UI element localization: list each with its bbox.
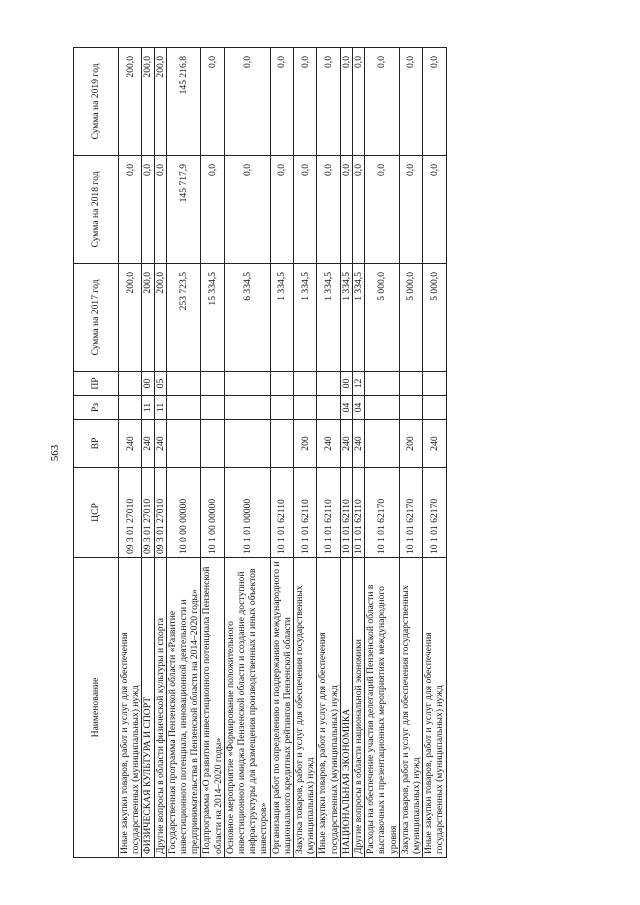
cell-rz: 11 <box>154 396 166 420</box>
table-row <box>294 48 317 858</box>
cell-sum-2018: 0,0 <box>224 156 270 264</box>
cell-sum-2017: 1 334,5 <box>340 264 352 372</box>
cell-pr <box>423 372 446 396</box>
cell-pr <box>201 372 224 396</box>
cell-sum-2017: 5 000,0 <box>365 264 400 372</box>
cell-pr <box>270 372 293 396</box>
cell-vr <box>201 420 224 468</box>
cell-sum-2018: 0,0 <box>142 156 154 264</box>
cell-vr: 240 <box>142 420 154 468</box>
table-row <box>201 48 224 858</box>
cell-pr: 00 <box>340 372 352 396</box>
cell-rz <box>224 396 270 420</box>
header-pr: ПР <box>74 372 119 396</box>
cell-name: Другие вопросы в области национальной экономики <box>353 558 365 858</box>
cell-pr <box>119 372 142 396</box>
header-sum-2017: Сумма на 2017 год <box>74 264 119 372</box>
table-row <box>166 48 201 858</box>
cell-name: Иные закупки товаров, работ и услуг для обеспечения государственных (муниципальных) нужд <box>317 558 340 858</box>
cell-sum-2017: 200,0 <box>119 264 142 372</box>
cell-sum-2019: 0,0 <box>353 48 365 156</box>
cell-sum-2017: 15 334,5 <box>201 264 224 372</box>
cell-sum-2019: 0,0 <box>201 48 224 156</box>
cell-sum-2019: 200,0 <box>142 48 154 156</box>
cell-sum-2019: 0,0 <box>399 48 422 156</box>
header-rz: Рз <box>74 396 119 420</box>
cell-name: Иные закупки товаров, работ и услуг для обеспечения государственных (муниципальных) нужд <box>119 558 142 858</box>
cell-sum-2019: 0,0 <box>340 48 352 156</box>
cell-vr <box>270 420 293 468</box>
cell-sum-2017: 5 000,0 <box>423 264 446 372</box>
cell-pr <box>224 372 270 396</box>
cell-sum-2017: 1 334,5 <box>317 264 340 372</box>
table-header-row <box>74 48 119 858</box>
cell-name: Закупка товаров, работ и услуг для обеспечения государственных (муниципальных) нужд <box>399 558 422 858</box>
cell-csr: 10 1 01 00000 <box>224 468 270 558</box>
cell-sum-2019: 200,0 <box>119 48 142 156</box>
cell-vr: 240 <box>119 420 142 468</box>
cell-vr: 200 <box>399 420 422 468</box>
cell-sum-2017: 1 334,5 <box>270 264 293 372</box>
cell-csr: 09 3 01 27010 <box>119 468 142 558</box>
cell-pr <box>399 372 422 396</box>
cell-sum-2019: 0,0 <box>270 48 293 156</box>
rotated-page <box>51 48 589 858</box>
cell-rz <box>317 396 340 420</box>
table-row <box>353 48 365 858</box>
cell-name: Организация работ по определению и поддержанию международного и национального кредитных рейтингов Пензенской области <box>270 558 293 858</box>
cell-name: Другие вопросы в области физической культуры и спорта <box>154 558 166 858</box>
header-sum-2019: Сумма на 2019 год <box>74 48 119 156</box>
cell-vr: 240 <box>154 420 166 468</box>
cell-rz: 04 <box>340 396 352 420</box>
cell-csr: 10 1 01 62110 <box>294 468 317 558</box>
cell-sum-2018: 0,0 <box>201 156 224 264</box>
cell-rz <box>166 396 201 420</box>
cell-pr: 05 <box>154 372 166 396</box>
table-row <box>340 48 352 858</box>
cell-sum-2017: 1 334,5 <box>294 264 317 372</box>
cell-rz: 04 <box>353 396 365 420</box>
cell-name: НАЦИОНАЛЬНАЯ ЭКОНОМИКА <box>340 558 352 858</box>
cell-name: ФИЗИЧЕСКАЯ КУЛЬТУРА И СПОРТ <box>142 558 154 858</box>
cell-rz <box>423 396 446 420</box>
cell-sum-2018: 0,0 <box>399 156 422 264</box>
cell-csr: 10 1 00 00000 <box>201 468 224 558</box>
cell-sum-2018: 0,0 <box>119 156 142 264</box>
cell-sum-2017: 6 334,5 <box>224 264 270 372</box>
header-sum-2018: Сумма на 2018 год <box>74 156 119 264</box>
cell-csr: 10 1 01 62110 <box>353 468 365 558</box>
cell-csr: 10 1 01 62170 <box>399 468 422 558</box>
table-row <box>317 48 340 858</box>
cell-pr <box>166 372 201 396</box>
cell-sum-2017: 1 334,5 <box>353 264 365 372</box>
cell-vr: 240 <box>340 420 352 468</box>
cell-vr: 240 <box>317 420 340 468</box>
cell-name: Расходы на обеспечение участия делегаций Пензенской области в выставочных и презентационных мероприятиях международного уровня <box>365 558 400 858</box>
cell-vr: 200 <box>294 420 317 468</box>
cell-pr <box>365 372 400 396</box>
cell-pr <box>317 372 340 396</box>
cell-sum-2019: 0,0 <box>224 48 270 156</box>
cell-vr <box>224 420 270 468</box>
cell-name: Основное мероприятие «Формирование положительного инвестиционного имиджа Пензенской области и создание доступной инфраструктуры для размещения производственных и иных объектов инвесторов» <box>224 558 270 858</box>
table-row <box>365 48 400 858</box>
cell-vr: 240 <box>423 420 446 468</box>
cell-csr: 10 1 01 62110 <box>340 468 352 558</box>
table-row <box>224 48 270 858</box>
cell-sum-2019: 0,0 <box>317 48 340 156</box>
cell-sum-2018: 145 717,9 <box>166 156 201 264</box>
cell-csr: 10 1 01 62110 <box>317 468 340 558</box>
cell-rz <box>201 396 224 420</box>
cell-pr <box>294 372 317 396</box>
cell-rz <box>119 396 142 420</box>
cell-sum-2018: 0,0 <box>154 156 166 264</box>
cell-csr: 09 3 01 27010 <box>154 468 166 558</box>
table-row <box>270 48 293 858</box>
cell-rz <box>365 396 400 420</box>
cell-sum-2018: 0,0 <box>317 156 340 264</box>
cell-name: Государственная программа Пензенской области «Развитие инвестиционного потенциала, инновационной деятельности и предпринимательства в Пензенской области на 2014–2020 годы» <box>166 558 201 858</box>
cell-vr <box>166 420 201 468</box>
cell-sum-2019: 0,0 <box>423 48 446 156</box>
cell-csr: 10 1 01 62110 <box>270 468 293 558</box>
header-vr: ВР <box>74 420 119 468</box>
table-body <box>119 48 447 858</box>
cell-sum-2018: 0,0 <box>423 156 446 264</box>
cell-sum-2017: 200,0 <box>154 264 166 372</box>
cell-sum-2019: 0,0 <box>294 48 317 156</box>
cell-name: Закупка товаров, работ и услуг для обеспечения государственных (муниципальных) нужд <box>294 558 317 858</box>
header-name: Наименование <box>74 558 119 858</box>
cell-sum-2019: 0,0 <box>365 48 400 156</box>
cell-sum-2018: 0,0 <box>353 156 365 264</box>
cell-vr <box>365 420 400 468</box>
cell-pr: 00 <box>142 372 154 396</box>
cell-rz <box>270 396 293 420</box>
table-row <box>154 48 166 858</box>
table-row <box>119 48 142 858</box>
cell-sum-2019: 145 216,8 <box>166 48 201 156</box>
cell-rz <box>294 396 317 420</box>
table-row <box>423 48 446 858</box>
cell-vr: 240 <box>353 420 365 468</box>
cell-csr: 09 3 01 27010 <box>142 468 154 558</box>
cell-sum-2019: 200,0 <box>154 48 166 156</box>
cell-sum-2017: 200,0 <box>142 264 154 372</box>
cell-sum-2018: 0,0 <box>294 156 317 264</box>
header-csr: ЦСР <box>74 468 119 558</box>
cell-sum-2017: 5 000,0 <box>399 264 422 372</box>
cell-rz: 11 <box>142 396 154 420</box>
table-row <box>399 48 422 858</box>
page-number: 563 <box>49 444 61 462</box>
table-row <box>142 48 154 858</box>
cell-rz <box>399 396 422 420</box>
cell-csr: 10 1 01 62170 <box>423 468 446 558</box>
cell-sum-2017: 253 723,5 <box>166 264 201 372</box>
cell-name: Иные закупки товаров, работ и услуг для обеспечения государственных (муниципальных) нужд <box>423 558 446 858</box>
cell-sum-2018: 0,0 <box>340 156 352 264</box>
budget-table <box>73 47 447 858</box>
cell-sum-2018: 0,0 <box>365 156 400 264</box>
cell-name: Подпрограмма «О развитии инвестиционного потенциала Пензенской области на 2014–2020 годы» <box>201 558 224 858</box>
cell-sum-2018: 0,0 <box>270 156 293 264</box>
cell-csr: 10 0 00 00000 <box>166 468 201 558</box>
cell-csr: 10 1 01 62170 <box>365 468 400 558</box>
cell-pr: 12 <box>353 372 365 396</box>
